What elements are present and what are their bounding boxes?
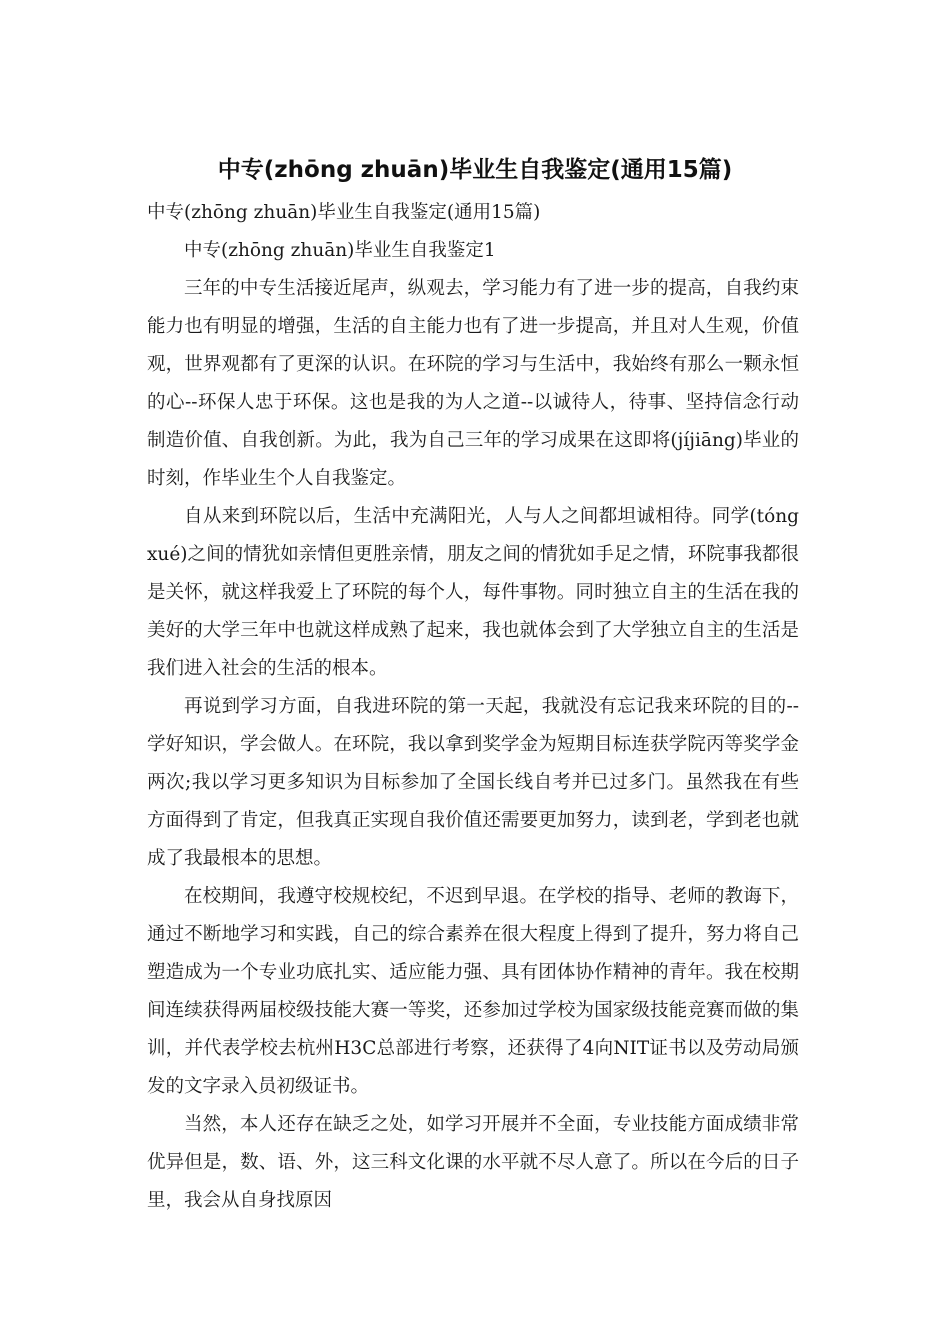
body-paragraph: 当然，本人还存在缺乏之处，如学习开展并不全面，专业技能方面成绩非常优异但是，数、语、外，这三科文化课的水平就不尽人意了。所以在今后的日子里，我会从自身找原因	[147, 1114, 799, 1211]
document-body	[147, 194, 799, 1220]
body-paragraph: 在校期间，我遵守校规校纪，不迟到早退。在学校的指导、老师的教诲下，通过不断地学习和实践，自己的综合素养在很大程度上得到了提升，努力将自己塑造成为一个专业功底扎实、适应能力强、具有团体协作精神的青年。我在校期间连续获得两届校级技能大赛一等奖，还参加过学校为国家级技能竞赛而做的集训，并代表学校去杭州H3C总部进行考察，还获得了4向NIT证书以及劳动局颁发的文字录入员初级证书。	[147, 886, 799, 1097]
section-heading: 中专(zhōng zhuān)毕业生自我鉴定1	[184, 240, 496, 261]
body-paragraph: 自从来到环院以后，生活中充满阳光，人与人之间都坦诚相待。同学(tóng xué)之间的情犹如亲情但更胜亲情，朋友之间的情犹如手足之情，环院事我都很是关怀，就这样我爱上了环院的每个人，每件事物。同时独立自主的生活在我的美好的大学三年中也就这样成熟了起来，我也就体会到了大学独立自主的生活是我们进入社会的生活的根本。	[147, 506, 799, 679]
document-subtitle-line: 中专(zhōng zhuān)毕业生自我鉴定(通用15篇)	[147, 202, 541, 223]
body-paragraph: 三年的中专生活接近尾声，纵观去，学习能力有了进一步的提高，自我约束能力也有明显的增强，生活的自主能力也有了进一步提高，并且对人生观，价值观，世界观都有了更深的认识。在环院的学习与生活中，我始终有那么一颗永恒的心--环保人忠于环保。这也是我的为人之道--以诚待人，待事、坚持信念行动制造价值、自我创新。为此，我为自己三年的学习成果在这即将(jíjiāng)毕业的时刻，作毕业生个人自我鉴定。	[147, 278, 799, 489]
document-title: 中专(zhōng zhuān)毕业生自我鉴定(通用15篇)	[217, 157, 733, 183]
body-paragraph: 再说到学习方面，自我进环院的第一天起，我就没有忘记我来环院的目的--学好知识，学会做人。在环院，我以拿到奖学金为短期目标连获学院丙等奖学金两次;我以学习更多知识为目标参加了全国长线自考并已过多门。虽然我在有些方面得到了肯定，但我真正实现自我价值还需要更加努力，读到老，学到老也就成了我最根本的思想。	[147, 696, 799, 869]
